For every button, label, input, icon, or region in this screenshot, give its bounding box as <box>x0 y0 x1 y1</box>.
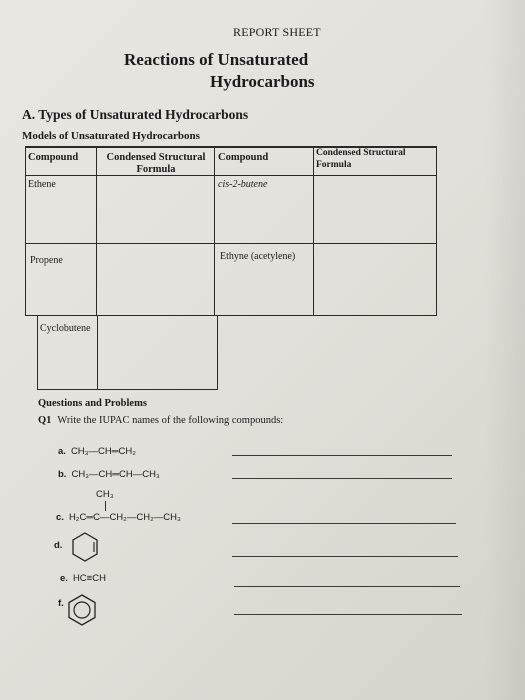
question-1 <box>38 415 283 426</box>
item-e-label: e. <box>60 573 68 584</box>
table-rule-header <box>25 175 437 176</box>
answer-line-e[interactable] <box>234 586 460 587</box>
table-col-left <box>25 146 26 316</box>
page-title-line1: Reactions of Unsaturated <box>124 50 309 69</box>
page-shadow <box>485 0 525 700</box>
table-col-1 <box>96 146 97 316</box>
table-caption: Models of Unsaturated Hydrocarbons <box>22 130 200 142</box>
benzene-ring-icon <box>66 593 98 627</box>
table-rule-row3 <box>37 389 218 390</box>
report-sheet-label: REPORT SHEET <box>233 25 321 39</box>
answer-line-f[interactable] <box>234 614 462 615</box>
table-col-3 <box>313 146 314 316</box>
item-c-branch: CH₃ <box>96 489 114 500</box>
table-row3-mid <box>97 315 98 390</box>
section-a-heading: A. Types of Unsaturated Hydrocarbons <box>22 107 249 122</box>
item-c-label: c. <box>56 512 64 523</box>
cyclohexene-ring-icon <box>70 531 100 563</box>
question-item-c <box>56 512 181 523</box>
table-rule-row1 <box>25 243 437 244</box>
cell-ethyne: Ethyne (acetylene) <box>220 251 296 262</box>
answer-line-b[interactable] <box>232 478 452 479</box>
answer-line-a[interactable] <box>232 455 452 456</box>
item-d-label <box>54 540 67 551</box>
page-title-line2: Hydrocarbons <box>210 72 315 91</box>
cell-cyclobutene: Cyclobutene <box>40 323 91 334</box>
item-a-label: a. <box>58 446 66 457</box>
table-row3-left <box>37 315 38 390</box>
item-a-formula: CH₃—CH═CH₂ <box>70 446 136 457</box>
column-header-compound-2: Compound <box>218 152 269 163</box>
item-e-formula: HC≡CH <box>72 573 106 584</box>
column-header-formula-1: Condensed Structural Formula <box>106 152 206 175</box>
table-col-2 <box>214 146 215 316</box>
item-c-branch-bond <box>105 501 106 511</box>
answer-line-c[interactable] <box>232 523 456 524</box>
question-item-a <box>58 446 136 457</box>
item-b-formula: CH₃—CH═CH—CH₃ <box>71 469 160 480</box>
question-1-text: Write the IUPAC names of the following compounds: <box>57 415 284 426</box>
question-item-b <box>58 469 160 480</box>
item-b-label: b. <box>58 469 67 480</box>
column-header-formula-2: Condensed Structural Formula <box>316 148 406 170</box>
item-c-formula: H₂C═C—CH₂—CH₂—CH₃ <box>68 512 181 523</box>
question-item-e <box>60 573 106 584</box>
table-rule-row2 <box>25 315 437 316</box>
column-header-compound-1: Compound <box>28 152 79 163</box>
item-f-label-text: f. <box>58 598 64 609</box>
questions-heading: Questions and Problems <box>38 398 147 409</box>
cell-propene: Propene <box>30 255 63 266</box>
cell-ethene: Ethene <box>28 179 56 190</box>
table-row3-right <box>217 315 218 390</box>
item-d-label-text: d. <box>54 540 63 551</box>
answer-line-d[interactable] <box>232 556 458 557</box>
table-col-right <box>436 146 437 316</box>
question-1-number: Q1 <box>38 415 52 426</box>
cell-cis-2-butene: cis-2-butene <box>218 179 268 190</box>
